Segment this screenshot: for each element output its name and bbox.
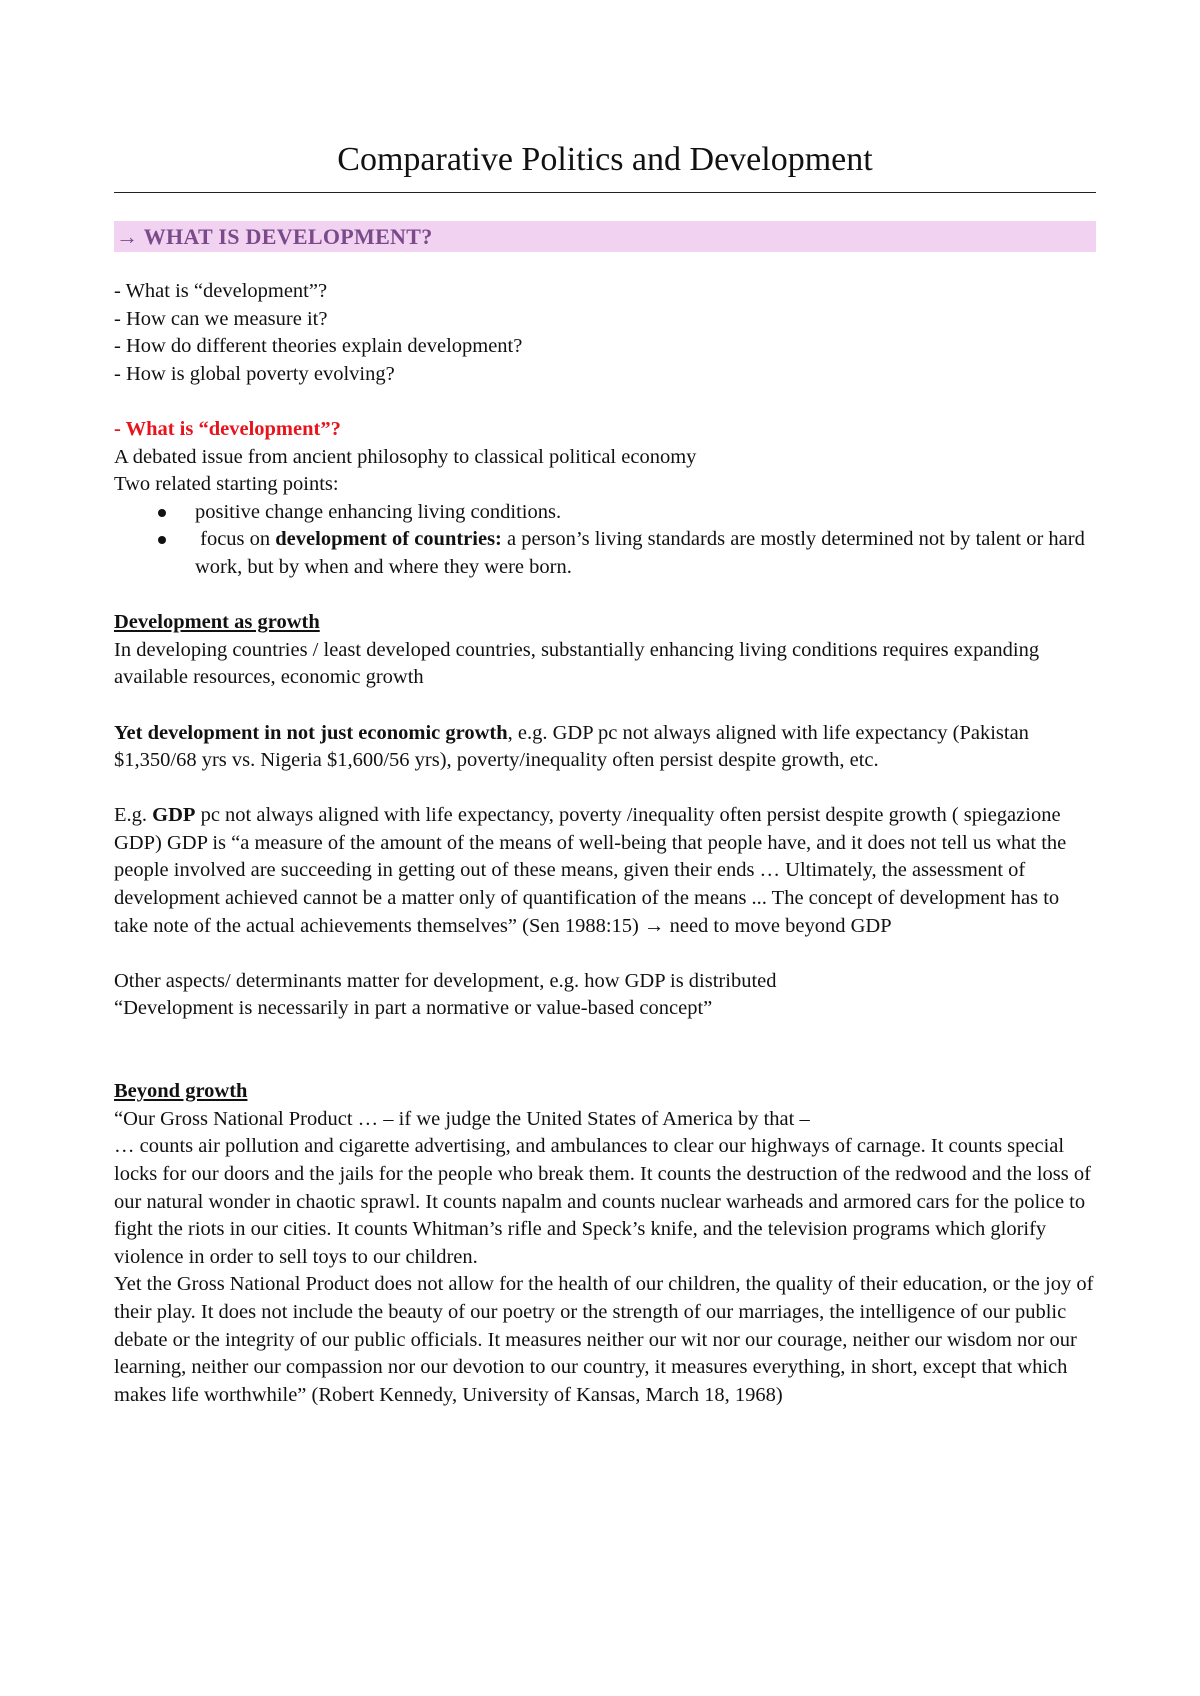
bullet-text-post: a person’s living standards are mostly determined not by talent or hard work, but by when and where they were born. bbox=[195, 528, 1085, 578]
other-line-2: “Development is necessarily in part a normative or value-based concept” bbox=[114, 997, 713, 1020]
starting-points-list bbox=[114, 499, 1096, 582]
list-item bbox=[114, 499, 1096, 527]
what-is-line-1: A debated issue from ancient philosophy to classical political economy bbox=[114, 445, 697, 468]
section-banner bbox=[114, 221, 1096, 252]
question-2: - How can we measure it? bbox=[114, 307, 328, 330]
beyond-line-1: “Our Gross National Product … – if we judge the United States of America by that – bbox=[114, 1107, 810, 1130]
growth-text: In developing countries / least developed countries, substantially enhancing living conditions requires expanding available resources, economic growth bbox=[114, 638, 1040, 689]
bullet-text-pre: focus on bbox=[195, 528, 276, 551]
section-heading-text: WHAT IS DEVELOPMENT? bbox=[143, 224, 433, 249]
question-4: - How is global poverty evolving? bbox=[114, 362, 395, 385]
yet-paragraph bbox=[114, 720, 1096, 775]
what-is-line-2: Two related starting points: bbox=[114, 473, 339, 496]
eg-pre: E.g. bbox=[114, 804, 153, 827]
other-line-1: Other aspects/ determinants matter for development, e.g. how GDP is distributed bbox=[114, 969, 777, 992]
beyond-heading: Beyond growth bbox=[114, 1080, 248, 1103]
bullet-text: positive change enhancing living conditions. bbox=[195, 500, 562, 523]
what-is-heading: - What is “development”? bbox=[114, 417, 341, 440]
list-item bbox=[114, 526, 1096, 581]
arrow-icon: → bbox=[116, 224, 139, 249]
question-3: - How do different theories explain development? bbox=[114, 335, 523, 358]
eg-bold: GDP bbox=[152, 804, 196, 827]
title-underline bbox=[114, 192, 1096, 193]
eg-paragraph bbox=[114, 802, 1096, 940]
bullet-icon bbox=[158, 509, 166, 517]
beyond-paragraph-1: … counts air pollution and cigarette advertising, and ambulances to clear our highways of carnage. It counts special locks for our doors and the jails for the people who break them. It counts the destruction of the redwood and the loss of our natural wonder in chaotic sprawl. It counts napalm and counts nuclear warheads and armored cars for the police to fight the riots in our cities. It counts Whitman’s rifle and Speck’s knife, and the television programs which glorify violence in order to sell toys to our children. bbox=[114, 1135, 1091, 1268]
yet-text: , e.g. GDP pc not always aligned with life expectancy (Pakistan $1,350/68 yrs vs. Nigeria $1,600/56 yrs), poverty/inequality often persist despite growth, etc. bbox=[114, 721, 1029, 772]
eg-text: pc not always aligned with life expectancy, poverty /inequality often persist despite growth ( spiegazione GDP) GDP is “a measure of the amount of the means of well-being that people have, and it does not tell us what the people involved are succeeding in getting out of these means, given their ends … Ultimately, the assessment of development achieved cannot be a matter only of quantification of the means ... The concept of development has to take note of the actual achievements themselves” (Sen 1988:15) → need to move beyond GDP bbox=[114, 804, 1067, 937]
beyond-paragraph-2: Yet the Gross National Product does not allow for the health of our children, the quality of their education, or the joy of their play. It does not include the beauty of our poetry or the strength of our marriages, the intelligence of our public debate or the integrity of our public officials. It measures neither our wit nor our courage, neither our wisdom nor our learning, neither our compassion nor our devotion to our country, it measures everything, in short, except that which makes life worthwhile” (Robert Kennedy, University of Kansas, March 18, 1968) bbox=[114, 1273, 1094, 1406]
section-heading bbox=[116, 224, 433, 250]
document-title: Comparative Politics and Development bbox=[337, 141, 873, 178]
growth-heading: Development as growth bbox=[114, 611, 320, 634]
question-1: - What is “development”? bbox=[114, 280, 328, 302]
yet-bold: Yet development in not just economic growth bbox=[114, 721, 508, 744]
bullet-icon bbox=[158, 536, 166, 544]
document-body bbox=[114, 278, 1096, 1409]
bullet-text-bold: development of countries: bbox=[275, 528, 502, 551]
